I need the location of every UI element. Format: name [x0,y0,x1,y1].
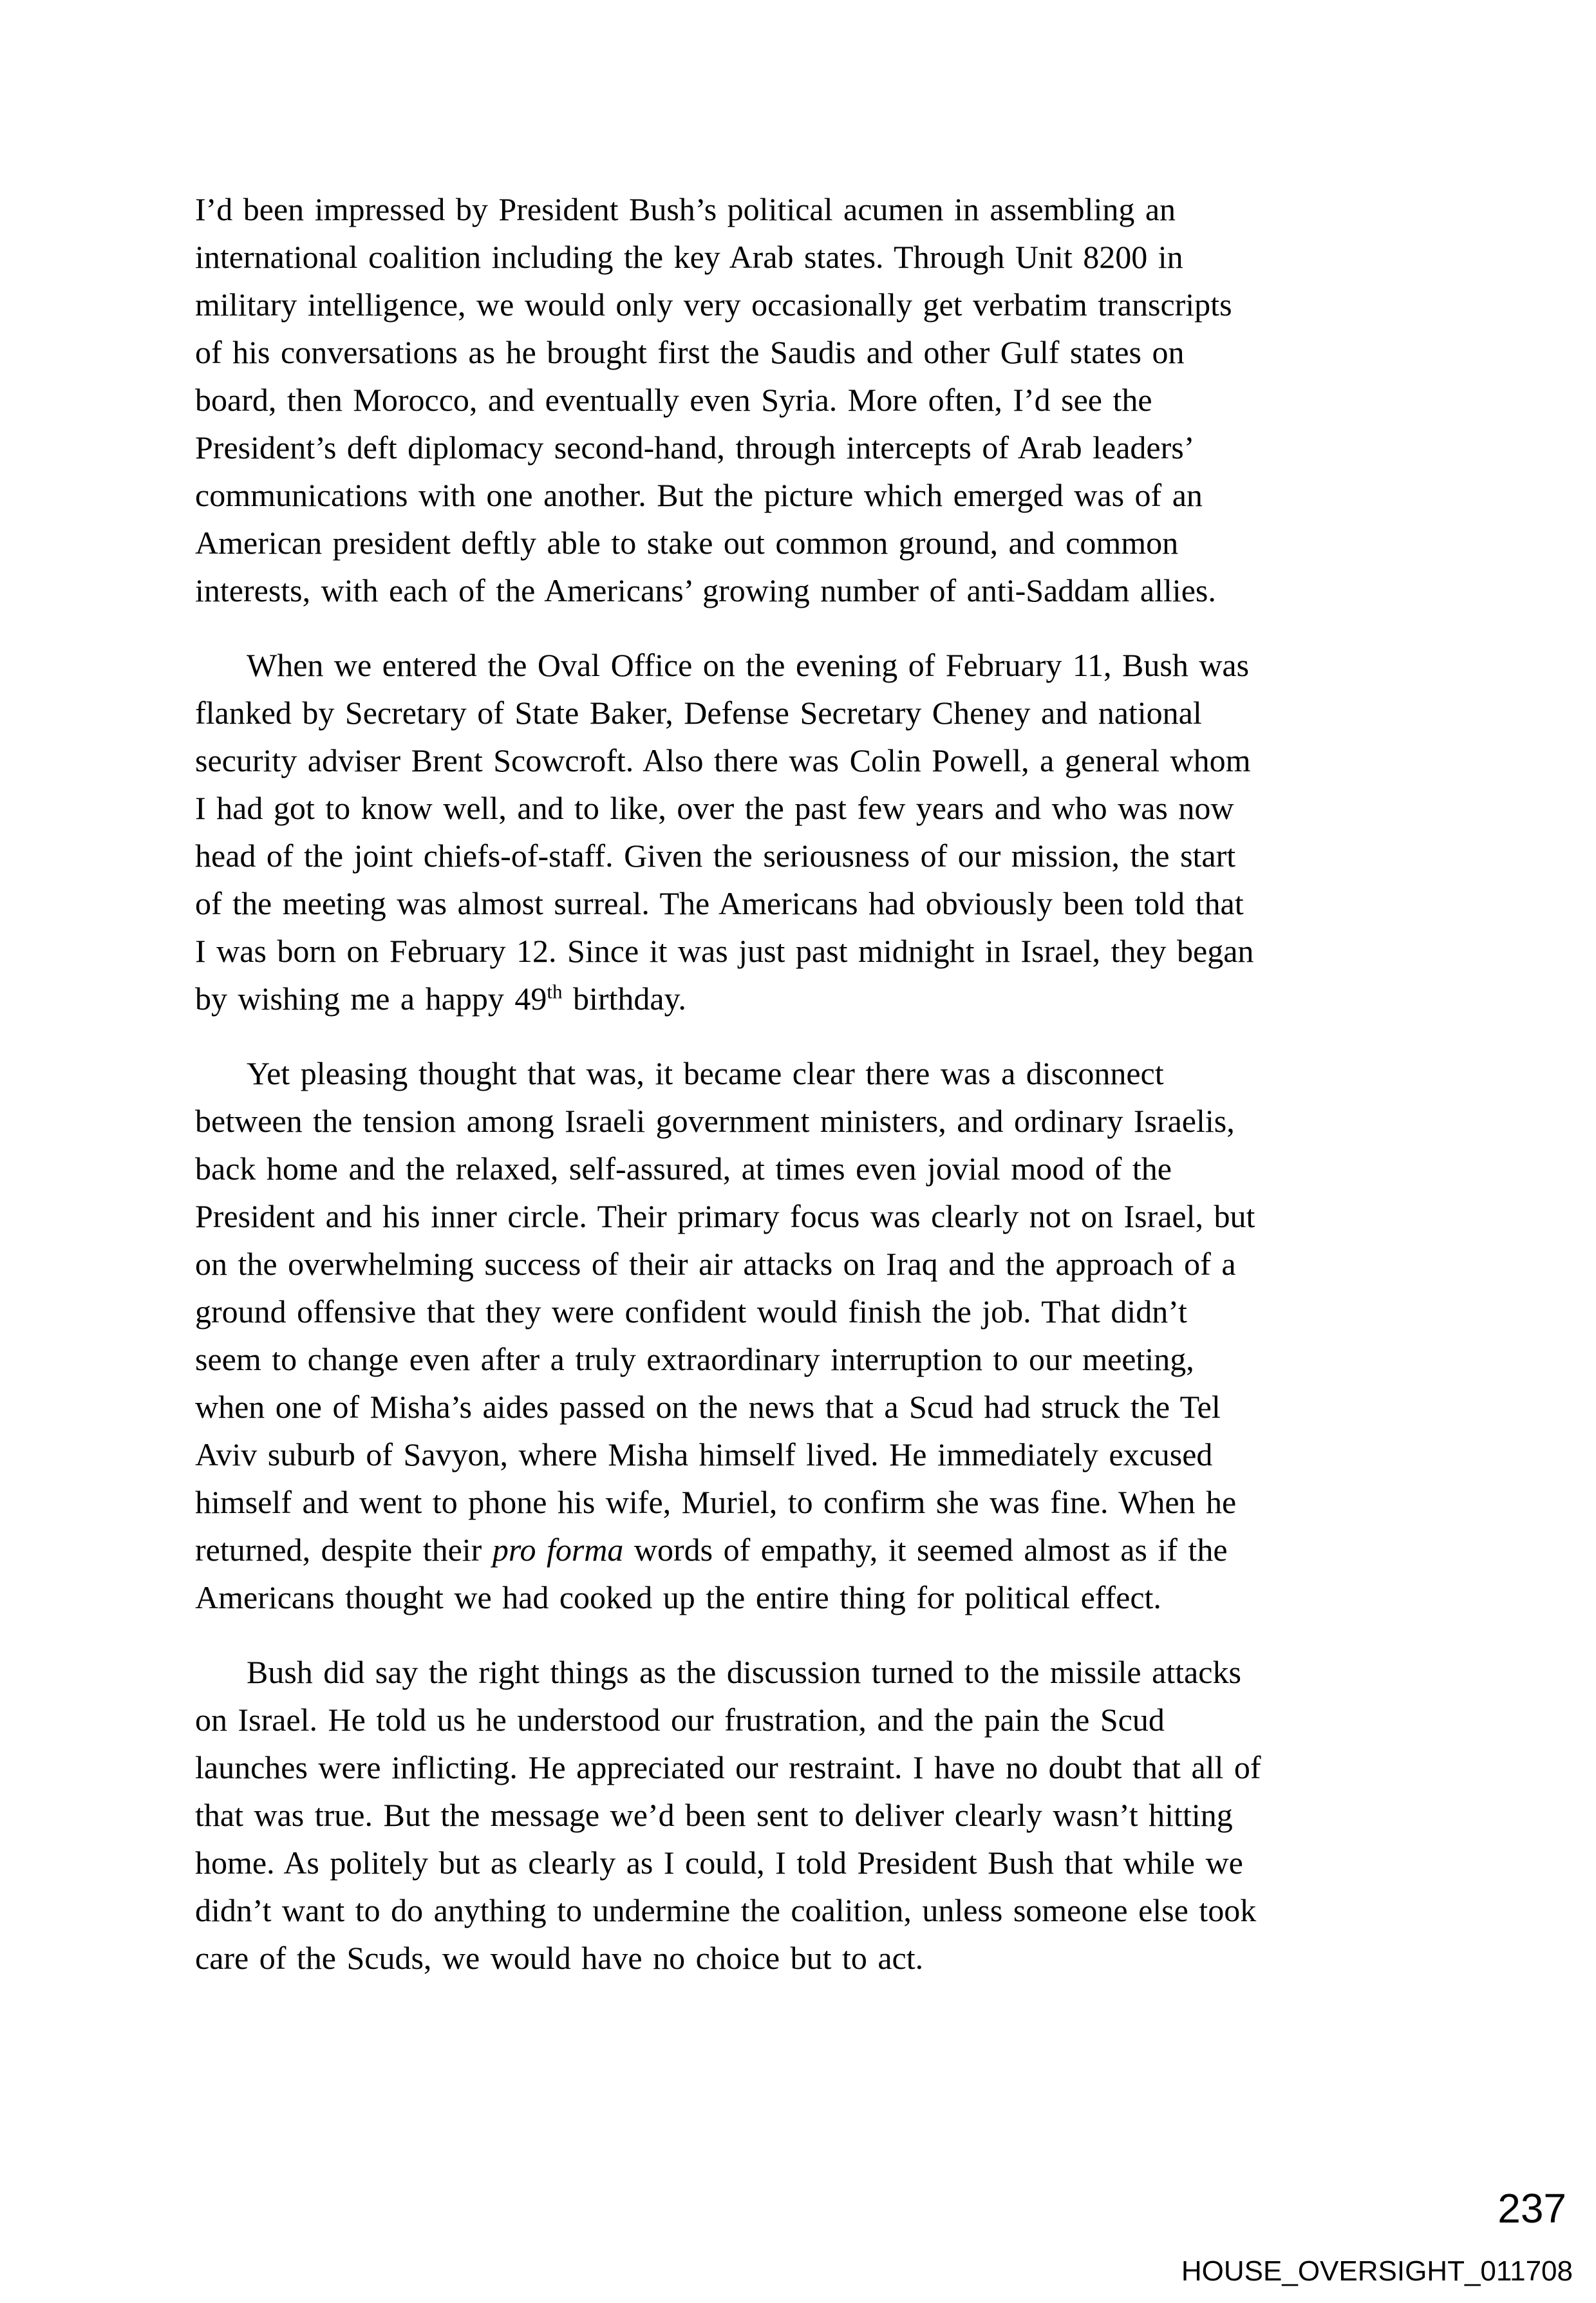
text-run: When we entered the Oval Office on the evening of February 11, Bush was [247,647,1250,683]
paragraph [195,641,1402,1022]
text-run: returned, despite their [195,1532,493,1568]
text-line [195,1574,1402,1621]
text-run: President’s deft diplomacy second-hand, through intercepts of Arab leaders’ [195,429,1195,465]
text-run: board, then Morocco, and eventually even Syria. More often, I’d see the [195,382,1152,418]
text-run: that was true. But the message we’d been sent to deliver clearly wasn’t hitting [195,1797,1233,1833]
text-line [195,1049,1402,1097]
text-run: birthday. [562,981,686,1017]
text-line [195,1192,1402,1240]
bates-stamp: HOUSE_OVERSIGHT_011708 [1181,2255,1573,2287]
paragraph [195,1049,1402,1621]
text-run: international coalition including the key Arab states. Through Unit 8200 in [195,239,1183,275]
text-run: launches were inflicting. He appreciated our restraint. I have no doubt that all of [195,1749,1261,1785]
paragraph [195,1648,1402,1982]
text-run: home. As politely but as clearly as I could, I told President Bush that while we [195,1845,1243,1881]
text-line [195,1335,1402,1383]
text-line [195,879,1402,927]
text-run: between the tension among Israeli government ministers, and ordinary Israelis, [195,1103,1235,1139]
text-line [195,1526,1402,1574]
text-line [195,832,1402,879]
text-line [195,1744,1402,1791]
text-run: American president deftly able to stake out common ground, and common [195,525,1179,561]
text-line [195,689,1402,737]
text-run: ground offensive that they were confident would finish the job. That didn’t [195,1293,1187,1330]
text-run: words of empathy, it seemed almost as if the [623,1532,1228,1568]
text-line [195,1431,1402,1478]
text-line [195,1648,1402,1696]
text-run: of the meeting was almost surreal. The Americans had obviously been told that [195,885,1244,921]
text-run: didn’t want to do anything to undermine the coalition, unless someone else took [195,1892,1257,1928]
text-line [195,185,1402,233]
text-line [195,328,1402,376]
text-run: Aviv suburb of Savyon, where Misha himself lived. He immediately excused [195,1436,1213,1472]
text-run: back home and the relaxed, self-assured, at times even jovial mood of the [195,1151,1172,1187]
text-line [195,1288,1402,1335]
text-line [195,1791,1402,1839]
body-text [195,185,1402,1982]
text-run: I was born on February 12. Since it was just past midnight in Israel, they began [195,933,1254,969]
text-line [195,975,1402,1022]
text-run: himself and went to phone his wife, Muriel, to confirm she was fine. When he [195,1484,1237,1520]
text-line [195,1145,1402,1192]
text-run: Bush did say the right things as the discussion turned to the missile attacks [247,1654,1241,1690]
text-run: by wishing me a happy 49 [195,981,547,1017]
text-run: I had got to know well, and to like, over the past few years and who was now [195,790,1234,826]
text-line [195,927,1402,975]
text-line [195,784,1402,832]
text-run: interests, with each of the Americans’ growing number of anti-Saddam allies. [195,572,1216,608]
text-line [195,1886,1402,1934]
text-run: of his conversations as he brought first the Saudis and other Gulf states on [195,334,1185,370]
text-line [195,737,1402,784]
text-line [195,1696,1402,1744]
text-line [195,567,1402,614]
text-line [195,1478,1402,1526]
text-line [195,641,1402,689]
text-line [195,376,1402,424]
text-run: on Israel. He told us he understood our frustration, and the pain the Scud [195,1702,1165,1738]
text-run: when one of Misha’s aides passed on the news that a Scud had struck the Tel [195,1389,1221,1425]
text-line [195,1383,1402,1431]
text-run: care of the Scuds, we would have no choice but to act. [195,1940,924,1976]
text-run: military intelligence, we would only very occasionally get verbatim transcripts [195,287,1232,323]
text-run: head of the joint chiefs-of-staff. Given the seriousness of our mission, the start [195,838,1236,874]
text-run: Americans thought we had cooked up the entire thing for political effect. [195,1579,1161,1615]
text-run: President and his inner circle. Their primary focus was clearly not on Israel, but [195,1198,1255,1234]
text-line [195,233,1402,281]
text-run: on the overwhelming success of their air attacks on Iraq and the approach of a [195,1246,1236,1282]
text-line [195,471,1402,519]
text-run: security adviser Brent Scowcroft. Also there was Colin Powell, a general whom [195,742,1251,778]
text-run: flanked by Secretary of State Baker, Defense Secretary Cheney and national [195,695,1202,731]
text-run: communications with one another. But the picture which emerged was of an [195,477,1203,513]
text-line [195,281,1402,328]
italic-text: pro forma [492,1532,624,1568]
text-run: seem to change even after a truly extraordinary interruption to our meeting, [195,1341,1194,1377]
text-line [195,1240,1402,1288]
paragraph [195,185,1402,614]
text-line [195,1934,1402,1982]
superscript-text: th [547,980,563,1003]
text-line [195,424,1402,471]
text-run: Yet pleasing thought that was, it became clear there was a disconnect [247,1055,1164,1091]
text-line [195,1097,1402,1145]
text-line [195,519,1402,567]
page-number: 237 [1497,2185,1566,2232]
text-line [195,1839,1402,1886]
text-run: I’d been impressed by President Bush’s political acumen in assembling an [195,191,1176,227]
